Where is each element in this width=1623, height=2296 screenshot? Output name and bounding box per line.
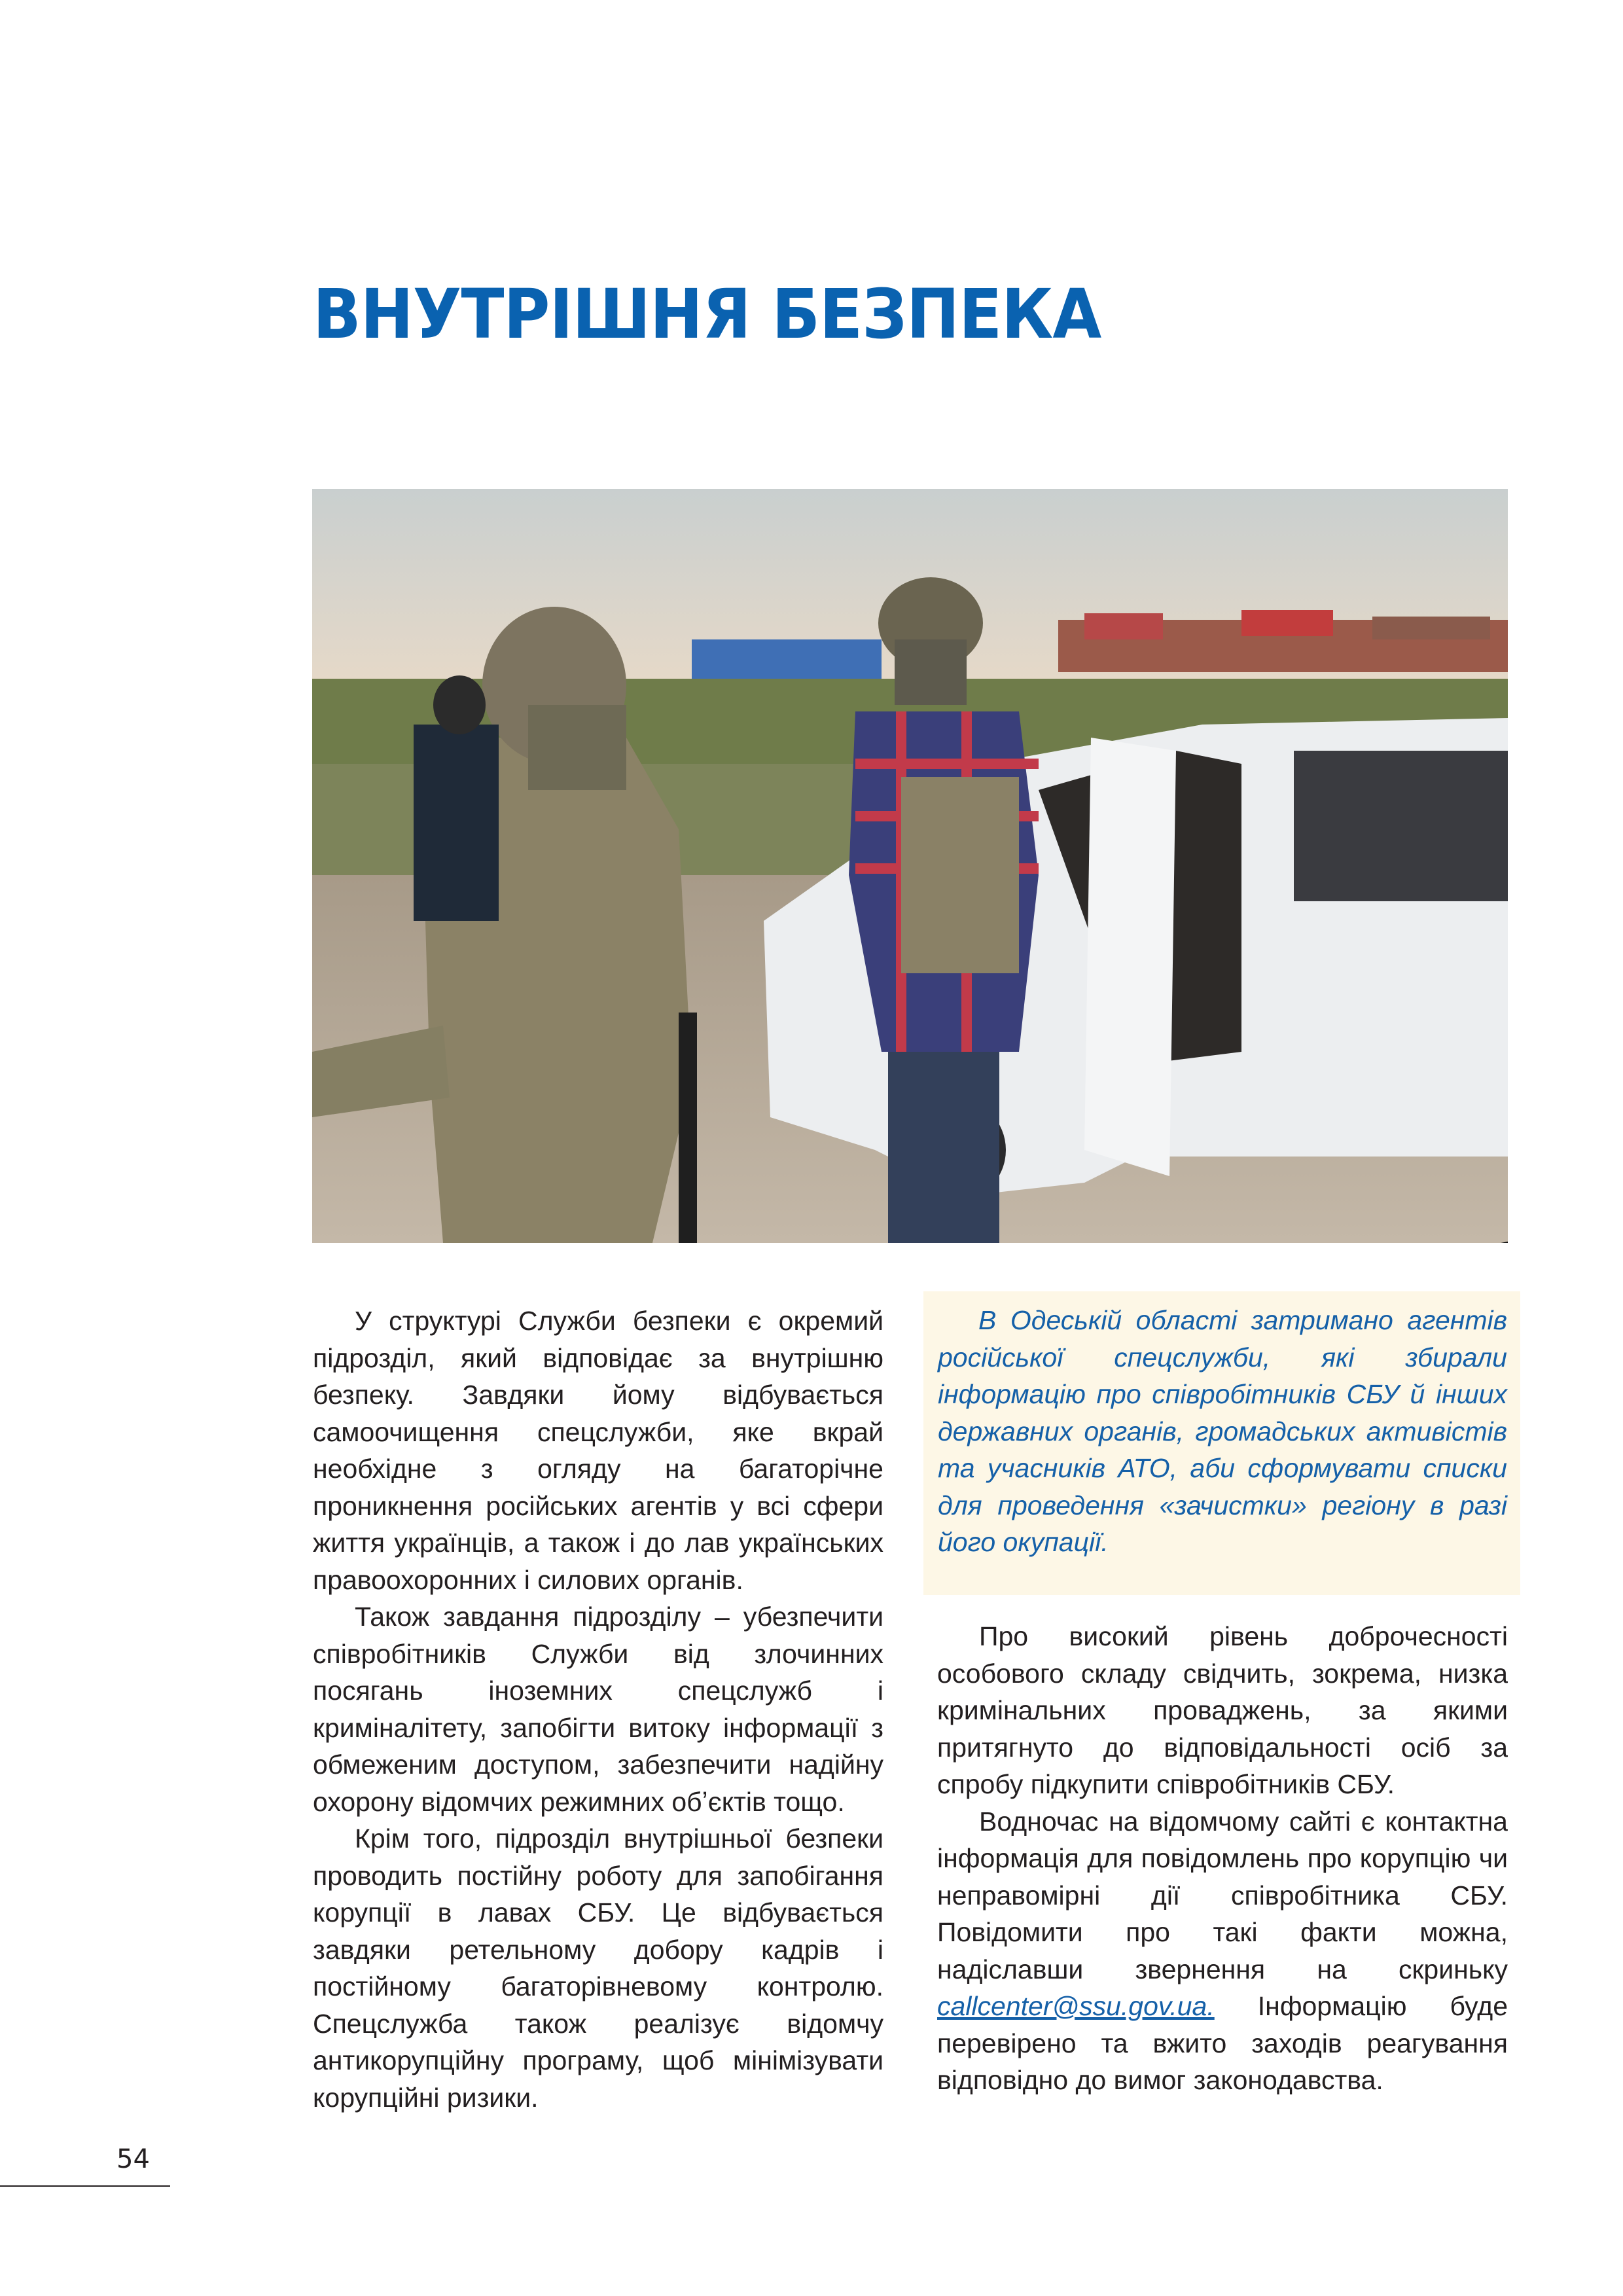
right-text-column — [937, 1618, 1508, 2099]
body-paragraph-contact — [937, 1803, 1508, 2099]
contact-text-after: Інформацію буде перевірено та вжито заходів реагування відповідно до вимог законодавства. — [937, 1991, 1508, 2095]
contact-text-before: Водночас на відомчому сайті є контактна інформація для повідомлень про корупцію чи неправомірні дії співробітника СБУ. Повідомити про такі факти можна, надіславши звернення на скриньку — [937, 1806, 1508, 1984]
highlight-callout-box — [923, 1291, 1520, 1595]
rifle — [679, 1013, 697, 1243]
page-title: ВНУТРІШНЯ БЕЗПЕКА — [313, 274, 1101, 354]
email-link[interactable]: callcenter@ssu.gov.ua. — [937, 1991, 1215, 2021]
photo-operation-scene-icon — [312, 489, 1508, 1243]
page-number: 54 — [116, 2144, 150, 2174]
callout-text: В Одеській області затримано агентів російської спецслужби, які збирали інформацію про співробітників СБУ й інших державних органів, громадських активістів та учасників АТО, аби сформувати списки для проведення «зачистки» регіону в разі його окупації. — [938, 1305, 1507, 1557]
jeans — [888, 1052, 999, 1243]
body-paragraph: Крім того, підрозділ внутрішньої безпеки проводить постійну роботу для запобігання корупції в лавах СБУ. Це відбувається завдяки ретельному добору кадрів і постійному багаторівневому контролю. Спецслужба також реалізує відомчу антикорупційну програму, щоб мінімізувати корупційні ризики. — [313, 1823, 883, 2113]
article-photo — [312, 489, 1508, 1243]
left-text-column — [313, 1302, 883, 2116]
body-paragraph: Також завдання підрозділу – убезпечити співробітників Служби від злочинних посягань іноземних спецслужб і криміналітету, запобігти витоку інформації з обмеженим доступом, забезпечити надійну охорону відомчих режимних обʼєктів тощо. — [313, 1602, 883, 1817]
background-person — [414, 725, 499, 921]
footer-divider — [0, 2185, 170, 2187]
blue-roof-building — [692, 639, 882, 685]
body-paragraph: Про високий рівень доброчесності особового складу свідчить, зокрема, низка кримінальних проваджень, за якими притягнуто до відповідальності осіб за спробу підкупити співробітників СБУ. — [937, 1621, 1508, 1799]
body-paragraph: У структурі Служби безпеки є окремий підрозділ, який відповідає за внутрішню безпеку. Завдяки йому відбувається самоочищення спецслужби, яке вкрай необхідне з огляду на багаторічне проникнення російських агентів у всі сфери життя українців, а також і до лав українських правоохоронних і силових органів. — [313, 1306, 883, 1595]
